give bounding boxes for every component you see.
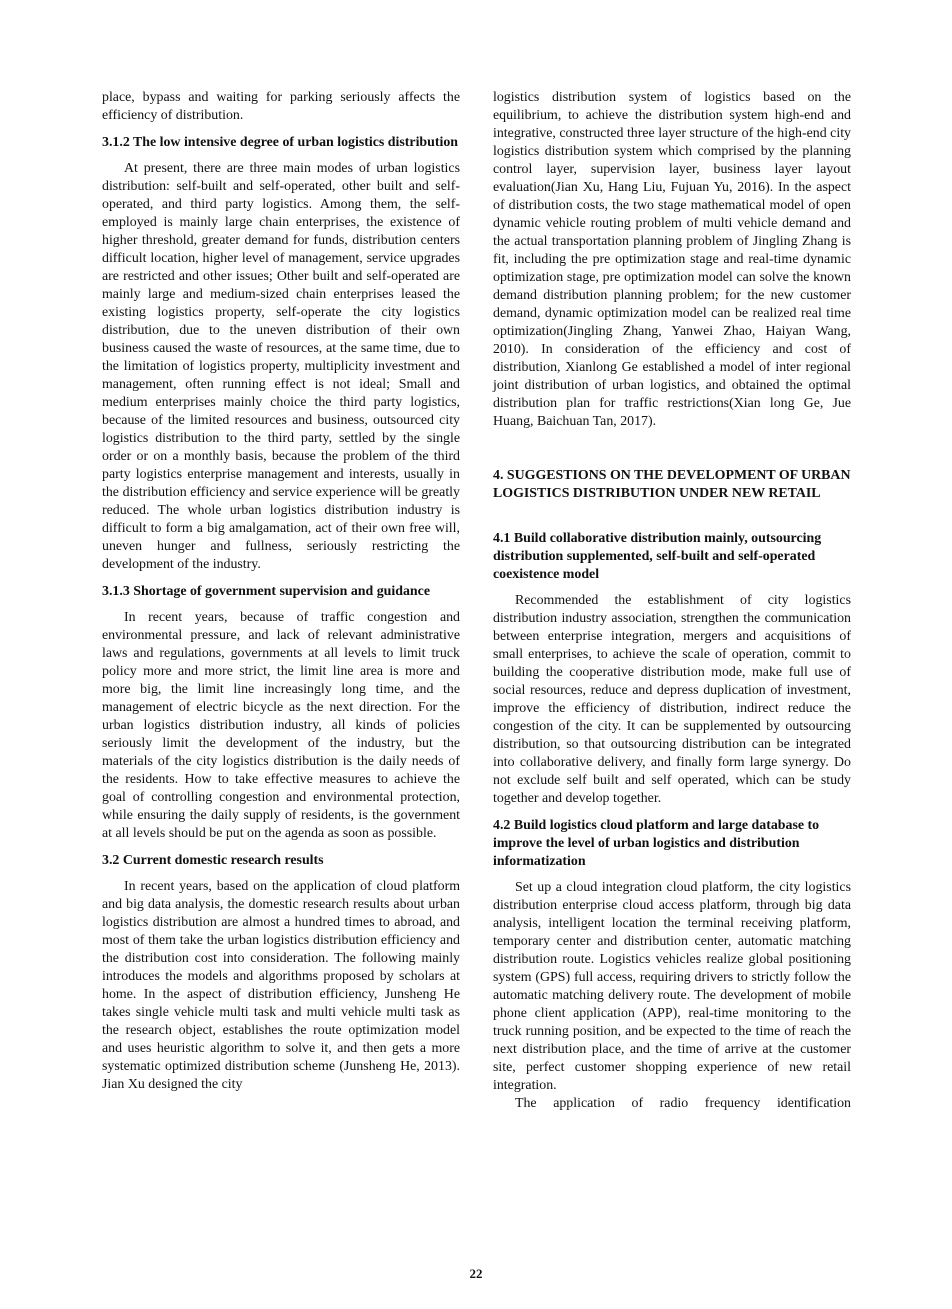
heading-3-2: 3.2 Current domestic research results [102,853,324,868]
paragraph-3-2: In recent years, based on the application of cloud platform and big data analysis, the domestic research results about urban logistics distribution are almost a hundred times to abroad, and most of them take the urban logistics distribution efficiency and the distribution cost into consideration. The following mainly introduces the models and algorithms proposed by scholars at home. In the aspect of distribution efficiency, Junsheng He takes single vehicle multi task and multi vehicle multi task as the research object, establishes the route optimization model and uses heuristic algorithm to solve it, and then gets a more systematic optimized distribution scheme (Junsheng He, 2013). Jian Xu designed the city [102,879,460,1092]
spacer [493,431,851,467]
paragraph-continued: logistics distribution system of logistics based on the equilibrium, to achieve the distribution system high-end and integrative, constructed three layer structure of the high-end city logistics distribution system which comprised by the planning control layer, supervision layer, business layer layout evaluation(Jian Xu, Hang Liu, Fujuan Yu, 2016). In the aspect of distribution costs, the two stage mathematical model of open dynamic vehicle routing problem of multi vehicle demand and the actual transportation planning problem of Jingling Zhang is fit, including the pre optimization stage and real-time dynamic optimization stage, pre optimization model can solve the known demand distribution planning problem; for the new customer demand, dynamic optimization model can be realized real time optimization(Jingling Zhang, Yanwei Zhao, Haiyan Wang, 2010). In consideration of the efficiency and cost of distribution, Xianlong Ge established a model of inter regional joint distribution of urban logistics, and obtained the optimal distribution plan for traffic restrictions(Xian long Ge, Jue Huang, Baichuan Tan, 2017). [493,90,851,429]
heading-3-1-3: 3.1.3 Shortage of government supervision and guidance [102,584,430,599]
heading-4-2: 4.2 Build logistics cloud platform and large database to improve the level of urban logistics and distribution informatization [493,818,820,869]
paragraph-3-1-2: At present, there are three main modes of urban logistics distribution: self-built and self-operated, other built and self-operated, and third party logistics. Among them, the self-employed is mainly large chain enterprises, the existence of higher threshold, greater demand for funds, distribution centers difficult location, higher level of management, service upgrades are restricted and other issues; Other built and self-operated are mainly large and medium-sized chain enterprises leased the existing logistics property, self-operate the city logistics distribution, due to the uneven distribution of their own business caused the waste of resources, at the same time, due to the limitation of logistics property, multiplicity investment and management, often running effect is not ideal; Small and medium enterprises mainly choice the third party logistics, because of the limited resources and business, outsourced city logistics distribution to the third party, settled by the single order or on a monthly basis, because the problem of the third party logistics enterprise management and interests, usually in the distribution efficiency and service experience will be greatly reduced. The whole urban logistics distribution industry is difficult to form a big amalgamation, act of their own free will, uneven hunger and fullness, seriously restricting the development of the industry. [102,161,460,572]
paragraph-3-1-3: In recent years, because of traffic congestion and environmental pressure, and lack of relevant administrative laws and regulations, governments at all levels to limit truck policy more and more strict, the limit line area is more and more big, the limit line increasingly long time, and the management of electric bicycle as the next direction. For the urban logistics distribution industry, all kinds of policies seriously limit the development of the industry, but the materials of the city logistics distribution is the daily needs of the residents. How to take effective measures to achieve the goal of controlling congestion and environmental protection, while ensuring the daily supply of residents, is the government at all levels should be put on the agenda as soon as possible. [102,610,460,841]
right-column [493,89,851,1113]
paragraph-continued: place, bypass and waiting for parking seriously affects the efficiency of distribution. [102,90,460,123]
left-column [102,89,460,1094]
heading-section-4: 4. SUGGESTIONS ON THE DEVELOPMENT OF URBAN LOGISTICS DISTRIBUTION UNDER NEW RETAIL [493,468,851,501]
heading-4-1: 4.1 Build collaborative distribution mainly, outsourcing distribution supplemented, self-built and self-operated coexistence model [493,531,822,582]
spacer [493,503,851,521]
paragraph-4-1: Recommended the establishment of city logistics distribution industry association, strengthen the communication between enterprise integration, mergers and acquisitions of small enterprises, to achieve the scale of operation, commit to building the cooperative distribution mode, make full use of social resources, reduce and depress duplication of investment, improve the efficiency of distribution, indirect reduce the congestion of the city. It can be supplemented by outsourcing distribution, so that outsourcing distribution can be integrated into collaborative delivery, and finally form large synergy. Do not exclude self built and self operated, which can be study together and develop together. [493,593,851,806]
page-number: 22 [469,1266,483,1281]
heading-3-1-2: 3.1.2 The low intensive degree of urban logistics distribution [102,135,459,150]
paragraph-4-2-b: The application of radio frequency identification [515,1096,851,1111]
paragraph-4-2-a: Set up a cloud integration cloud platform, the city logistics distribution enterprise cloud access platform, through big data analysis, intelligent location the terminal receiving platform, temporary center and distribution center, automatic matching distribution route. Logistics vehicles realize global positioning system (GPS) full access, requiring drivers to strictly follow the automatic matching delivery route. The development of mobile phone client application (APP), real-time monitoring to the truck running position, and be expected to the time of reach the next distribution place, and the time of arrive at the customer site, perfect customer shopping experience of new retail integration. [493,880,851,1093]
